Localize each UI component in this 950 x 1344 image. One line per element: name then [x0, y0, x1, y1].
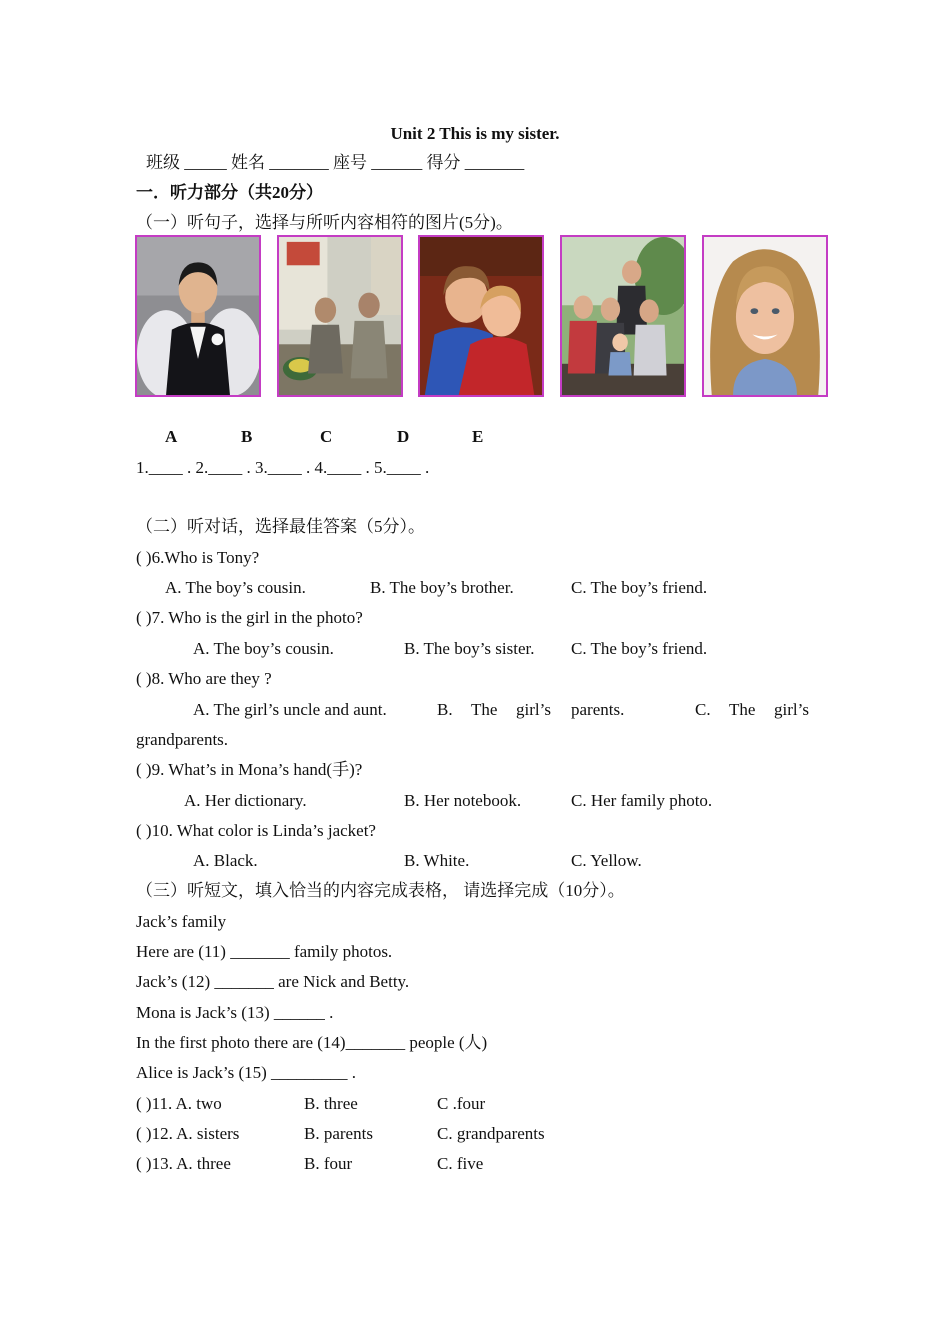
part1-instruction: （一）听句子，选择与所听内容相符的图片(5分)。: [136, 213, 513, 232]
question-10: ( )10. What color is Linda’s jacket?: [136, 821, 376, 840]
photo-label-c: C: [320, 427, 333, 446]
page-title: Unit 2 This is my sister.: [390, 124, 560, 143]
q8-option-c-word-the: The: [729, 700, 756, 719]
passage-line-14: In the first photo there are (14)_______ people (人): [136, 1033, 488, 1052]
photo-label-e: E: [472, 427, 484, 446]
passage-title: Jack’s family: [136, 912, 227, 931]
q8-option-b-word-girls: girl’s: [516, 700, 551, 719]
part3-instruction: （三）听短文，填入恰当的内容完成表格， 请选择完成（10分）。: [136, 881, 625, 900]
q11-option-c: C .four: [437, 1094, 486, 1113]
q6-option-a: A. The boy’s cousin.: [165, 578, 306, 597]
q10-option-c: C. Yellow.: [571, 851, 642, 870]
q7-option-a: A. The boy’s cousin.: [193, 639, 334, 658]
photo-label-a: A: [165, 427, 178, 446]
boy-in-suit-photo: [135, 235, 261, 397]
q13-option-b: B. four: [304, 1154, 353, 1173]
question-13: ( )13. A. three: [136, 1154, 231, 1173]
q8-option-c-letter: C.: [695, 700, 711, 719]
question-12: ( )12. A. sisters: [136, 1124, 240, 1143]
q12-option-b: B. parents: [304, 1124, 373, 1143]
q11-option-b: B. three: [304, 1094, 358, 1113]
q9-option-b: B. Her notebook.: [404, 791, 522, 810]
question-9: ( )9. What’s in Mona’s hand(手)?: [136, 760, 363, 779]
passage-line-12: Jack’s (12) _______ are Nick and Betty.: [136, 972, 410, 991]
q8-option-a: A. The girl’s uncle and aunt.: [193, 700, 387, 719]
passage-line-11: Here are (11) _______ family photos.: [136, 942, 393, 961]
question-7: ( )7. Who is the girl in the photo?: [136, 608, 363, 627]
q6-option-b: B. The boy’s brother.: [370, 578, 514, 597]
section1-heading: 一．听力部分（共20分）: [136, 183, 323, 202]
q8-option-b-word-the: The: [471, 700, 498, 719]
student-info-line: 班级 _____ 姓名 _______ 座号 ______ 得分 _______: [146, 153, 525, 172]
elderly-couple-photo: [277, 235, 403, 397]
part2-instruction: （二）听对话，选择最佳答案（5分）。: [136, 517, 425, 536]
passage-line-15: Alice is Jack’s (15) _________ .: [136, 1063, 357, 1082]
smiling-girl-photo: [702, 235, 828, 397]
q13-option-c: C. five: [437, 1154, 484, 1173]
photo-label-b: B: [241, 427, 253, 446]
question-11: ( )11. A. two: [136, 1094, 222, 1113]
family-group-photo: [560, 235, 686, 397]
part1-answer-line: 1.____ . 2.____ . 3.____ . 4.____ . 5.____ .: [136, 458, 430, 477]
q8-option-b-word-parents: parents.: [571, 700, 625, 719]
passage-line-13: Mona is Jack’s (13) ______ .: [136, 1003, 334, 1022]
q8-option-b-letter: B.: [437, 700, 453, 719]
photo-label-d: D: [397, 427, 410, 446]
two-girls-hugging-photo: [418, 235, 544, 397]
q6-option-c: C. The boy’s friend.: [571, 578, 708, 597]
question-8: ( )8. Who are they ?: [136, 669, 272, 688]
q10-option-a: A. Black.: [193, 851, 258, 870]
q9-option-a: A. Her dictionary.: [184, 791, 307, 810]
q10-option-b: B. White.: [404, 851, 470, 870]
q12-option-c: C. grandparents: [437, 1124, 545, 1143]
q7-option-b: B. The boy’s sister.: [404, 639, 535, 658]
q8-option-c-word-grandparents: grandparents.: [136, 730, 229, 749]
q8-option-c-word-girls: girl’s: [774, 700, 809, 719]
q9-option-c: C. Her family photo.: [571, 791, 713, 810]
question-6: ( )6.Who is Tony?: [136, 548, 260, 567]
q7-option-c: C. The boy’s friend.: [571, 639, 708, 658]
